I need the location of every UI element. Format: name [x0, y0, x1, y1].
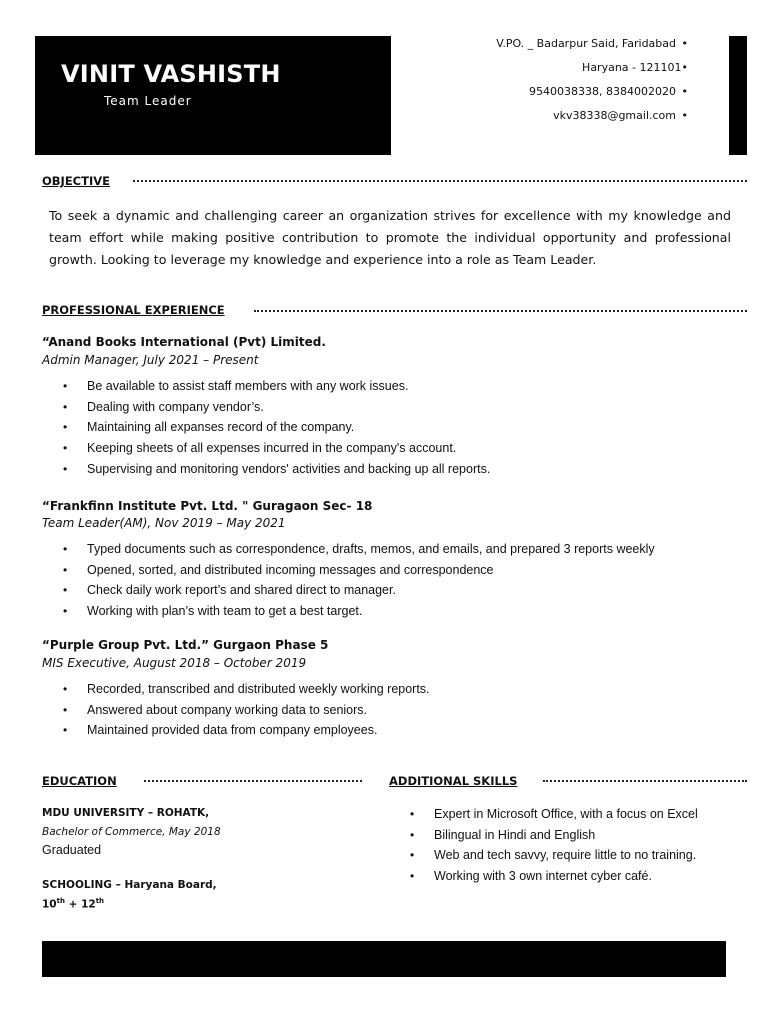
candidate-name: VINIT VASHISTH	[61, 60, 281, 88]
experience-heading: PROFESSIONAL EXPERIENCE	[42, 303, 225, 317]
job-duties-list	[63, 539, 655, 622]
objective-divider	[133, 180, 747, 182]
footer-bar	[42, 941, 726, 977]
job-role: Team Leader(AM), Nov 2019 – May 2021	[42, 516, 286, 530]
objective-text: To seek a dynamic and challenging career an organization strives for excellence with my knowledge and team effort while making positive contribution to promote the individual opportunity and professional growth. Looking to leverage my knowledge and experience into a role as Team Leader.	[49, 208, 731, 267]
experience-divider	[254, 310, 747, 312]
education-divider	[144, 780, 362, 782]
contact-state: Haryana - 121101•	[582, 61, 688, 74]
list-item: • Keeping sheets of all expenses incurred in the company's account.	[63, 438, 490, 459]
contact-email: vkv38338@gmail.com •	[553, 109, 688, 122]
degree-status: Graduated	[42, 843, 102, 857]
contact-phone: 9540038338, 8384002020 •	[529, 85, 688, 98]
university-name: MDU UNIVERSITY – ROHATK,	[42, 807, 210, 819]
job-duties-list	[63, 679, 430, 741]
objective-heading: OBJECTIVE	[42, 174, 110, 188]
contact-info	[496, 36, 688, 132]
schooling-board: SCHOOLING – Haryana Board,	[42, 879, 217, 891]
list-item: • Be available to assist staff members with any work issues.	[63, 376, 490, 397]
list-item: • Working with plan’s with team to get a best target.	[63, 601, 655, 622]
list-item: • Check daily work report’s and shared direct to manager.	[63, 580, 655, 601]
skills-heading: ADDITIONAL SKILLS	[389, 774, 518, 788]
schooling-classes: 10th + 12th	[42, 897, 105, 911]
degree: Bachelor of Commerce, May 2018	[42, 826, 221, 838]
list-item: • Dealing with company vendor’s.	[63, 397, 490, 418]
skills-list	[410, 804, 698, 887]
list-item: • Maintained provided data from company employees.	[63, 720, 430, 741]
education-heading: EDUCATION	[42, 774, 117, 788]
name-header-block	[35, 36, 391, 155]
candidate-title: Team Leader	[104, 94, 192, 108]
list-item: • Maintaining all expanses record of the company.	[63, 417, 490, 438]
list-item: • Answered about company working data to seniors.	[63, 700, 430, 721]
job-duties-list	[63, 376, 490, 479]
job-company: “Purple Group Pvt. Ltd.” Gurgaon Phase 5	[42, 638, 329, 652]
list-item: • Working with 3 own internet cyber café.	[410, 866, 698, 887]
skills-divider	[543, 780, 747, 782]
list-item: • Bilingual in Hindi and English	[410, 825, 698, 846]
list-item: • Recorded, transcribed and distributed weekly working reports.	[63, 679, 430, 700]
job-company: “Frankfinn Institute Pvt. Ltd. " Guragaon Sec- 18	[42, 499, 373, 513]
contact-address: V.PO. _ Badarpur Said, Faridabad •	[496, 37, 688, 50]
job-company: “Anand Books International (Pvt) Limited.	[42, 335, 326, 349]
list-item: • Web and tech savvy, require little to no training.	[410, 845, 698, 866]
list-item: • Typed documents such as correspondence, drafts, memos, and emails, and prepared 3 reports weekly	[63, 539, 655, 560]
header-side-bar	[729, 36, 747, 155]
job-role: Admin Manager, July 2021 – Present	[42, 353, 259, 367]
list-item: • Expert in Microsoft Office, with a focus on Excel	[410, 804, 698, 825]
list-item: • Supervising and monitoring vendors' activities and backing up all reports.	[63, 459, 490, 480]
list-item: • Opened, sorted, and distributed incoming messages and correspondence	[63, 560, 655, 581]
job-role: MIS Executive, August 2018 – October 2019	[42, 656, 307, 670]
